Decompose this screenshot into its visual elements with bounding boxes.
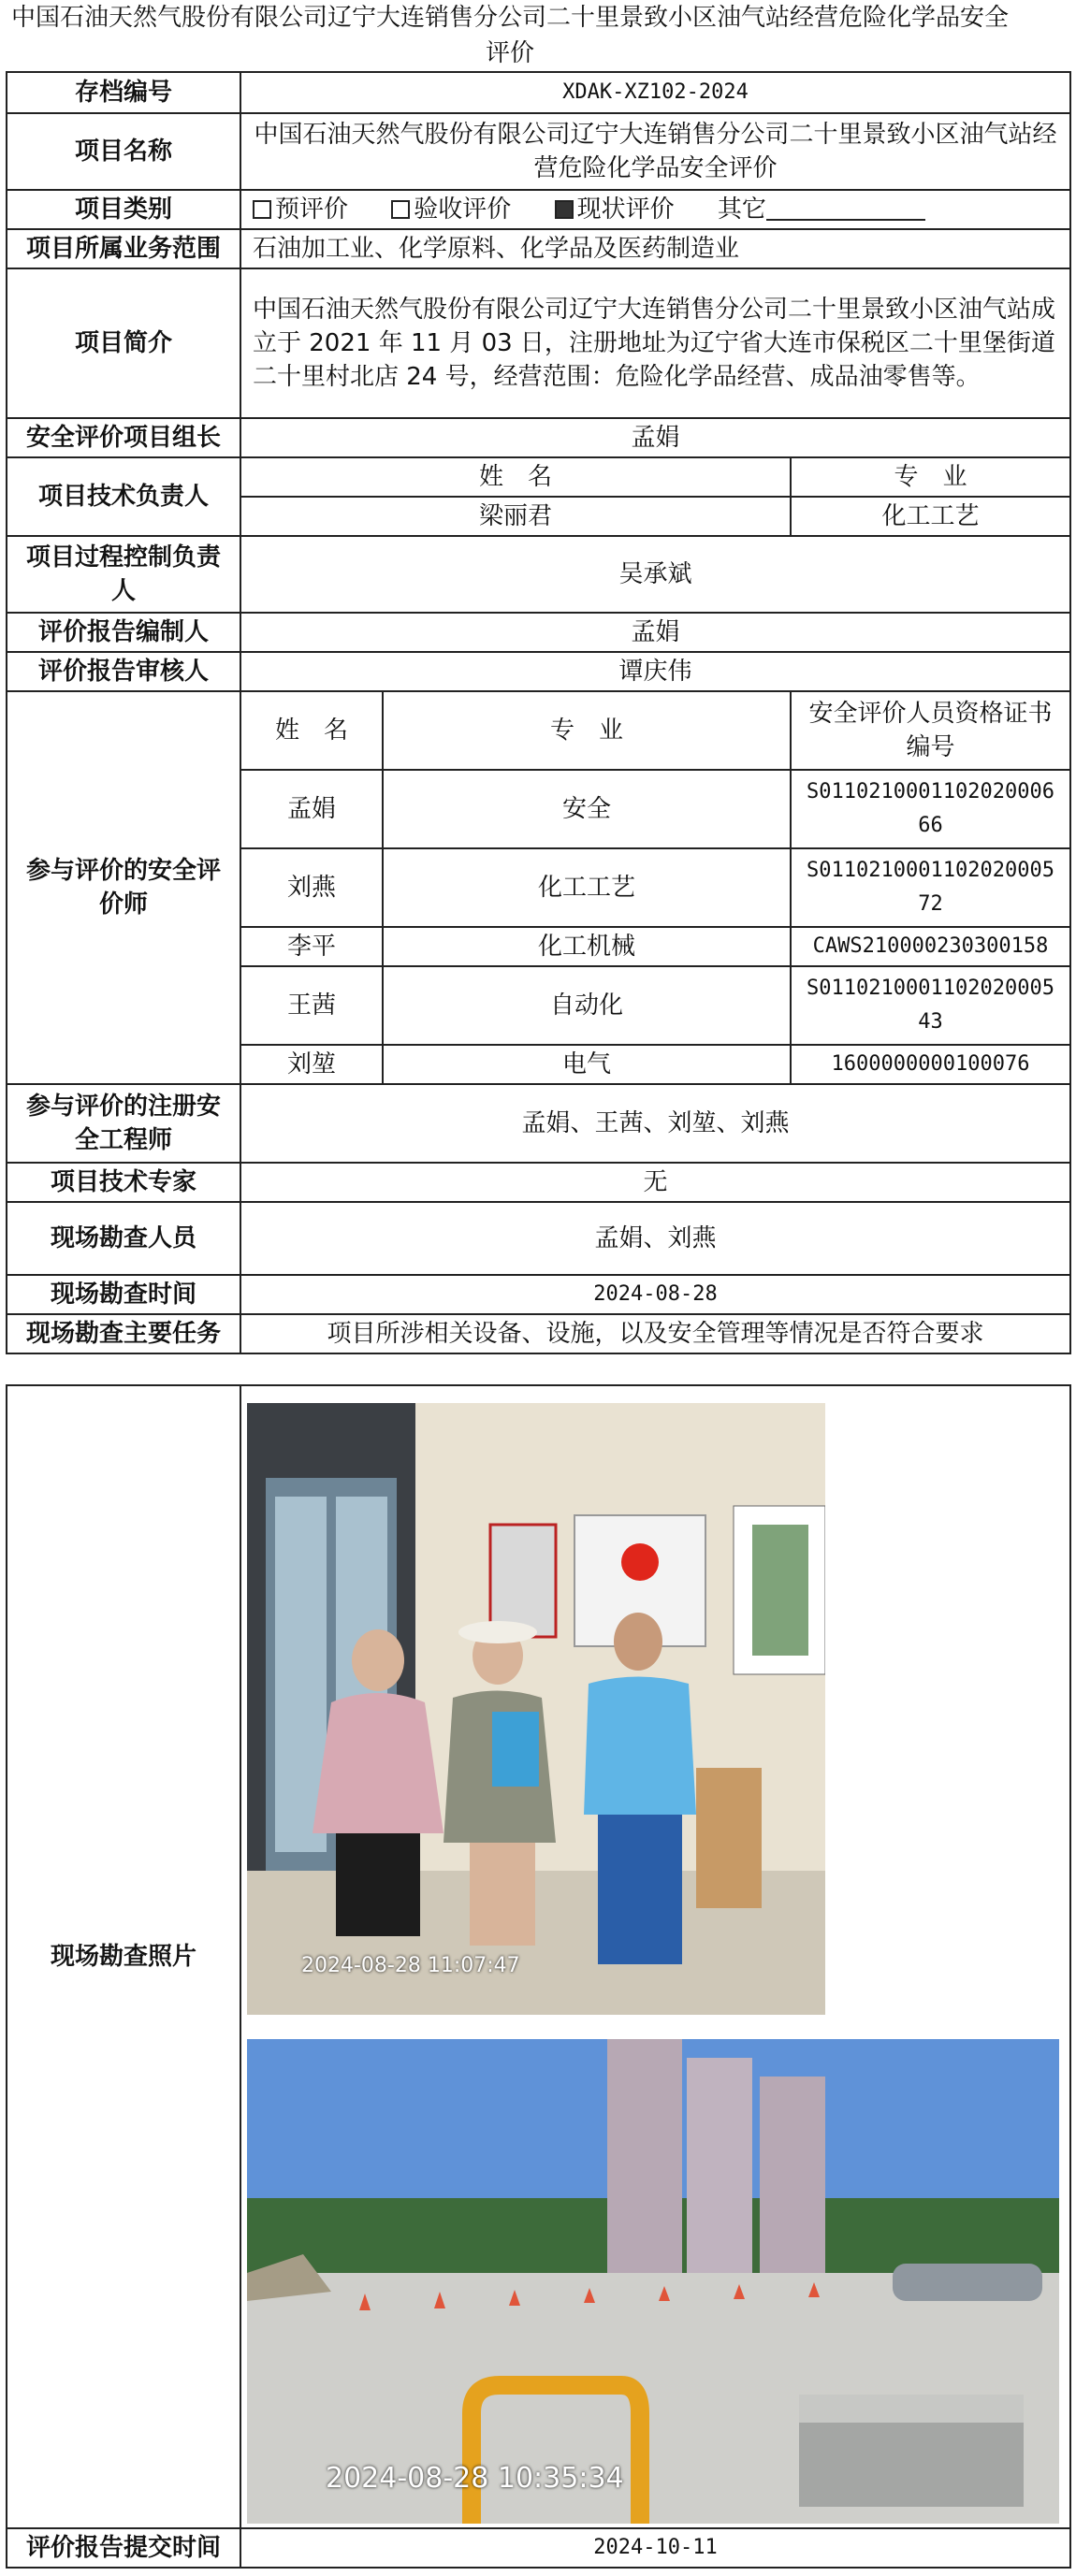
eval-cert: CAWS210000230300158 <box>791 927 1070 966</box>
survey-task-label: 现场勘查主要任务 <box>7 1314 240 1353</box>
option-current-eval: 现状评价 <box>555 195 675 224</box>
survey-people-value: 孟娟、刘燕 <box>240 1202 1070 1275</box>
leader-value: 孟娟 <box>240 418 1070 457</box>
eval-cert: S011021000110202000543 <box>791 966 1070 1045</box>
eval-header-major: 专 业 <box>383 691 791 770</box>
photo-timestamp: 2024-08-28 11:07:47 <box>301 1954 520 1977</box>
scope-label: 项目所属业务范围 <box>7 229 240 268</box>
info-table-top <box>6 71 1071 1354</box>
checkbox-checked-icon <box>555 200 574 219</box>
author-value: 孟娟 <box>240 613 1070 652</box>
eval-cert: S011021000110202000572 <box>791 848 1070 927</box>
evaluators-label: 参与评价的安全评价师 <box>7 691 240 1084</box>
eval-header-cert: 安全评价人员资格证书编号 <box>791 691 1070 770</box>
info-table-photos <box>6 1384 1071 2569</box>
site-photo-people <box>247 1403 825 2015</box>
eval-name: 孟娟 <box>240 770 383 848</box>
submit-label: 评价报告提交时间 <box>7 2528 240 2568</box>
site-photo-station <box>247 2039 1059 2524</box>
survey-task-value: 项目所涉相关设备、设施，以及安全管理等情况是否符合要求 <box>240 1314 1070 1353</box>
eval-name: 王茜 <box>240 966 383 1045</box>
scope-value: 石油加工业、化学原料、化学品及医药制造业 <box>240 229 1070 268</box>
intro-label: 项目简介 <box>7 268 240 418</box>
photo-timestamp: 2024-08-28 10:35:34 <box>326 2462 624 2495</box>
eval-major: 自动化 <box>383 966 791 1045</box>
survey-time-label: 现场勘查时间 <box>7 1275 240 1314</box>
project-name-value: 中国石油天然气股份有限公司辽宁大连销售分公司二十里景致小区油气站经营危险化学品安全评价 <box>240 113 1070 190</box>
eval-cert: 1600000000100076 <box>791 1045 1070 1084</box>
document-title: 中国石油天然气股份有限公司辽宁大连销售分公司二十里景致小区油气站经营危险化学品安全评价 <box>10 4 1009 67</box>
survey-time-value: 2024-08-28 <box>240 1275 1070 1314</box>
blank-line <box>766 195 925 221</box>
option-accept-eval: 验收评价 <box>391 195 511 224</box>
engineers-value: 孟娟、王茜、刘堃、刘燕 <box>240 1084 1070 1163</box>
eval-major: 电气 <box>383 1045 791 1084</box>
archive-no-value: XDAK-XZ102-2024 <box>240 72 1070 113</box>
tech-lead-major-header: 专 业 <box>791 457 1070 497</box>
eval-name: 刘燕 <box>240 848 383 927</box>
tech-lead-major: 化工工艺 <box>791 497 1070 536</box>
author-label: 评价报告编制人 <box>7 613 240 652</box>
survey-people-label: 现场勘查人员 <box>7 1202 240 1275</box>
archive-no-label: 存档编号 <box>7 72 240 113</box>
leader-label: 安全评价项目组长 <box>7 418 240 457</box>
photos-cell <box>240 1385 1070 2528</box>
eval-header-name: 姓 名 <box>240 691 383 770</box>
eval-cert: S011021000110202000666 <box>791 770 1070 848</box>
submit-value: 2024-10-11 <box>240 2528 1070 2568</box>
project-name-label: 项目名称 <box>7 113 240 190</box>
category-label: 项目类别 <box>7 190 240 229</box>
photo-station-image <box>247 2039 1059 2524</box>
eval-major: 安全 <box>383 770 791 848</box>
option-other: 其它 <box>718 195 925 224</box>
option-pre-eval: 预评价 <box>253 195 348 224</box>
reviewer-value: 谭庆伟 <box>240 652 1070 691</box>
tech-lead-name: 梁丽君 <box>240 497 791 536</box>
checkbox-icon <box>253 200 271 219</box>
eval-name: 刘堃 <box>240 1045 383 1084</box>
photo-people-image <box>247 1403 825 2015</box>
engineers-label: 参与评价的注册安全工程师 <box>7 1084 240 1163</box>
eval-name: 李平 <box>240 927 383 966</box>
tech-lead-label: 项目技术负责人 <box>7 457 240 536</box>
photos-label: 现场勘查照片 <box>7 1385 240 2528</box>
eval-major: 化工工艺 <box>383 848 791 927</box>
expert-label: 项目技术专家 <box>7 1163 240 1202</box>
category-options <box>240 190 1070 229</box>
tech-lead-name-header: 姓 名 <box>240 457 791 497</box>
process-label: 项目过程控制负责人 <box>7 536 240 613</box>
checkbox-icon <box>391 200 410 219</box>
expert-value: 无 <box>240 1163 1070 1202</box>
eval-major: 化工机械 <box>383 927 791 966</box>
reviewer-label: 评价报告审核人 <box>7 652 240 691</box>
process-value: 吴承斌 <box>240 536 1070 613</box>
intro-value: 中国石油天然气股份有限公司辽宁大连销售分公司二十里景致小区油气站成立于 2021 年 11 月 03 日，注册地址为辽宁省大连市保税区二十里堡街道二十里村北店 24 号，经营范围：危险化学品经营、成品油零售等。 <box>240 268 1070 418</box>
